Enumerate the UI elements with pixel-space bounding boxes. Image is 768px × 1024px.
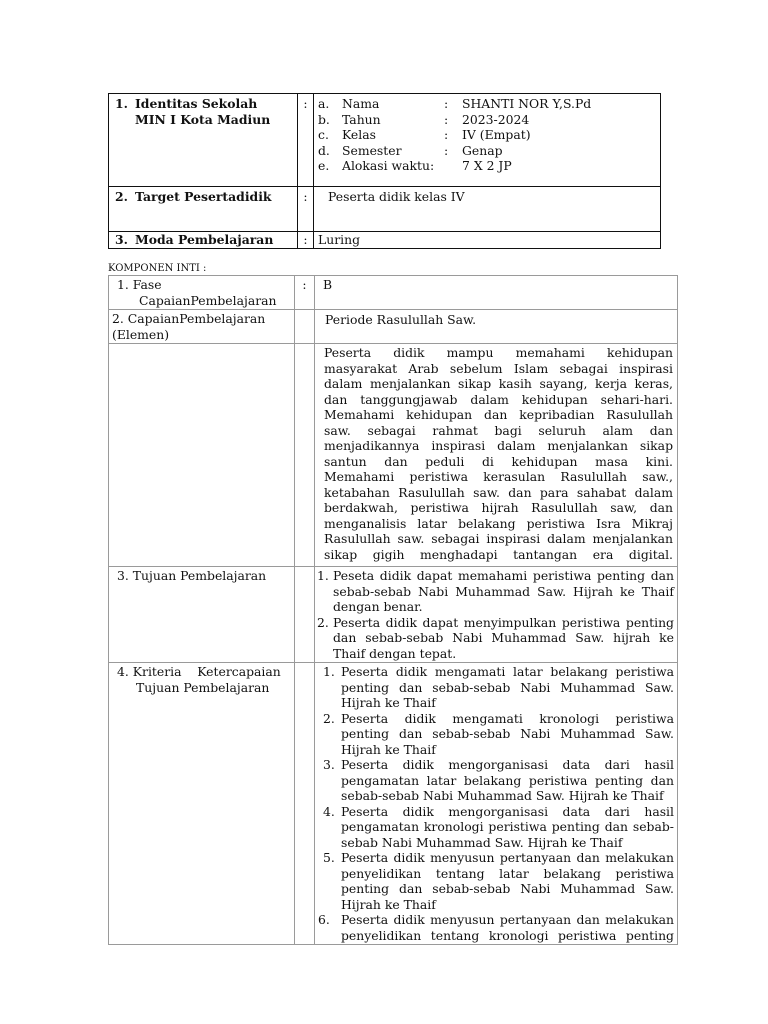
separator-colon: : [298, 187, 314, 232]
list-item [315, 850, 674, 912]
list-line: penting dan sebab-sebab Nabi Muhammad Saw. [341, 726, 674, 741]
detail-value: Genap [462, 142, 503, 158]
row-label: Tujuan Pembelajaran [132, 568, 267, 583]
capaian-paragraph [315, 344, 678, 567]
row-number: 1. [117, 277, 129, 292]
capaian-label [109, 310, 295, 344]
identity-table [108, 93, 661, 249]
row-label: 2. CapaianPembelajaran [112, 311, 266, 326]
detail-colon: : [444, 96, 449, 111]
paragraph-line: dan tanggungjawab dalam kehidupan sehari-hari. [324, 391, 673, 407]
target-peserta-label [109, 187, 298, 232]
separator-colon: : [295, 276, 315, 310]
row-label: Fase [132, 277, 162, 292]
moda-row [109, 232, 661, 249]
paragraph-line: Memahami kehidupan dan kepribadian Rasulullah [324, 407, 673, 422]
separator-colon: : [298, 232, 314, 249]
target-peserta-value: Peserta didik kelas IV [314, 187, 661, 232]
row-number: 2. [115, 189, 128, 204]
list-line: penyelidikan tentang latar belakang peristiwa [341, 865, 674, 881]
list-number: 4. [323, 803, 335, 819]
list-number: 2. [317, 614, 329, 630]
detail-value: 7 X 2 JP [462, 158, 512, 173]
identitas-sekolah-label [109, 94, 298, 187]
target-peserta-row [109, 187, 661, 232]
list-line: Peserta didik dapat menyimpulkan peristiwa penting [333, 614, 674, 630]
komponen-inti-table [108, 275, 678, 945]
detail-key: Tahun [342, 111, 381, 127]
detail-key: Semester [342, 142, 402, 158]
list-line: Peseta didik dapat memahami peristiwa penting dan [333, 568, 674, 583]
tujuan-list [315, 567, 678, 663]
detail-colon [444, 158, 462, 174]
detail-letter: e. [318, 158, 330, 173]
moda-value: Luring [314, 232, 661, 249]
row-label: Kriteria Ketercapaian [132, 664, 281, 679]
list-item [315, 912, 674, 943]
detail-row [318, 96, 656, 112]
paragraph-line: menganalisis latar belakang peristiwa Isra Mikraj [324, 515, 673, 531]
capaian-value: Periode Rasulullah Saw. [315, 310, 678, 344]
list-line: penyelidikan tentang kronologi peristiwa penting [341, 927, 674, 943]
komponen-inti-heading: KOMPONEN INTI : [108, 263, 207, 274]
row-number: 4. [117, 664, 129, 679]
detail-colon: : [444, 111, 449, 127]
empty-cell [109, 344, 295, 567]
detail-letter: b. [318, 111, 330, 127]
tujuan-row [109, 567, 678, 663]
paragraph-line: Peserta didik mampu memahami kehidupan [324, 345, 673, 360]
list-number: 2. [323, 710, 335, 726]
row-label-continuation: CapaianPembelajaran [139, 292, 277, 308]
list-number: 1. [317, 568, 329, 583]
list-line: Thaif dengan tepat. [333, 645, 457, 661]
list-item [315, 664, 674, 711]
row-label: Identitas Sekolah [135, 96, 258, 111]
list-line: Peserta didik menyusun pertanyaan dan melakukan [341, 912, 674, 927]
detail-value: IV (Empat) [462, 127, 531, 142]
list-line: sebab-sebab Nabi Muhammad Saw. Hijrah ke Thaif [341, 788, 664, 803]
list-line: pengamatan kronologi peristiwa penting dan sebab- [341, 819, 674, 834]
row-label: Target Pesertadidik [135, 189, 272, 204]
list-line: dan sebab-sebab Nabi Muhammad Saw. hijrah ke [333, 630, 674, 645]
list-number: 3. [323, 757, 335, 772]
detail-letter: a. [318, 96, 330, 111]
list-number: 5. [323, 850, 335, 865]
separator-colon: : [298, 94, 314, 187]
list-line: Peserta didik mengamati kronologi peristiwa [341, 710, 674, 726]
tujuan-label [109, 567, 295, 663]
fase-row [109, 276, 678, 310]
kriteria-label [109, 663, 295, 945]
list-number: 6. [318, 912, 330, 927]
list-line: Hijrah ke Thaif [341, 695, 436, 710]
row-number: 1. [115, 96, 128, 111]
paragraph-line: Rasulullah saw. sebagai inspirasi dalam menjalankan [324, 531, 673, 546]
row-number: 3. [117, 568, 129, 583]
moda-label [109, 232, 298, 249]
list-line: sebab-sebab Nabi Muhammad Saw. Hijrah ke Thaif [333, 583, 674, 599]
list-item [315, 711, 674, 758]
detail-row [318, 143, 656, 159]
fase-value: B [315, 276, 678, 310]
empty-cell [295, 310, 315, 344]
detail-key: Alokasi waktu: [342, 158, 435, 173]
kriteria-list [315, 663, 678, 945]
identity-details [314, 94, 661, 187]
list-line: Peserta didik mengorganisasi data dari hasil [341, 803, 674, 819]
list-line: Peserta didik mengamati latar belakang peristiwa [341, 664, 674, 679]
row-number: 3. [115, 232, 128, 247]
paragraph-line: sikap gigih menghadapi tantangan era digital. [324, 546, 673, 562]
detail-row [318, 158, 656, 174]
list-item [315, 757, 674, 804]
list-item [315, 568, 674, 615]
kriteria-row [109, 663, 678, 945]
capaian-detail-row [109, 344, 678, 567]
paragraph-line: ketabahan Rasulullah saw. dan para sahabat dalam [324, 484, 673, 500]
list-line: pengamatan latar belakang peristiwa penting dan [341, 772, 674, 788]
row-label-continuation: (Elemen) [112, 326, 170, 342]
list-line: penting dan sebab-sebab Nabi Muhammad Saw. [341, 679, 674, 695]
list-item [315, 804, 674, 851]
detail-row [318, 127, 656, 143]
paragraph-line: dalam menjalankan sikap kasih sayang, kerja keras, [324, 376, 673, 391]
fase-label [109, 276, 295, 310]
detail-letter: d. [318, 142, 330, 158]
list-line: Hijrah ke Thaif [341, 741, 436, 757]
identitas-sekolah-row [109, 94, 661, 187]
school-name: MIN I Kota Madiun [135, 111, 271, 127]
list-line: dengan benar. [333, 599, 423, 614]
paragraph-line: masyarakat Arab sebelum Islam sebagai inspirasi [324, 360, 673, 376]
detail-letter: c. [318, 127, 329, 142]
list-line: sebab Nabi Muhammad Saw. Hijrah ke Thaif [341, 834, 623, 850]
list-line: Peserta didik menyusun pertanyaan dan melakukan [341, 850, 674, 865]
paragraph-line: santun dan peduli di kehidupan masa kini. [324, 453, 673, 469]
row-label-continuation: Tujuan Pembelajaran [136, 679, 270, 695]
detail-value: SHANTI NOR Y,S.Pd [462, 96, 592, 111]
empty-cell [295, 567, 315, 663]
row-label: Moda Pembelajaran [135, 232, 274, 247]
detail-key: Kelas [342, 127, 376, 142]
list-line: penting dan sebab-sebab Nabi Muhammad Saw. [341, 881, 674, 896]
paragraph-line: menjadikannya inspirasi dalam menjalankan sikap [324, 438, 673, 453]
empty-cell [295, 663, 315, 945]
list-line: Hijrah ke Thaif [341, 896, 436, 912]
paragraph-line: berdakwah, peristiwa hijrah Rasulullah saw, dan [324, 500, 673, 515]
empty-cell [295, 344, 315, 567]
paragraph-line: Memahami peristiwa kerasulan Rasulullah saw., [324, 469, 673, 484]
paragraph-line: saw. sebagai rahmat bagi seluruh alam dan [324, 422, 673, 438]
detail-key: Nama [342, 96, 380, 111]
capaian-row [109, 310, 678, 344]
detail-colon: : [444, 127, 449, 142]
list-item [315, 615, 674, 662]
list-number: 1. [323, 664, 335, 679]
list-line: Peserta didik mengorganisasi data dari hasil [341, 757, 674, 772]
detail-colon: : [444, 142, 449, 158]
detail-row [318, 112, 656, 128]
detail-value: 2023-2024 [462, 111, 530, 127]
